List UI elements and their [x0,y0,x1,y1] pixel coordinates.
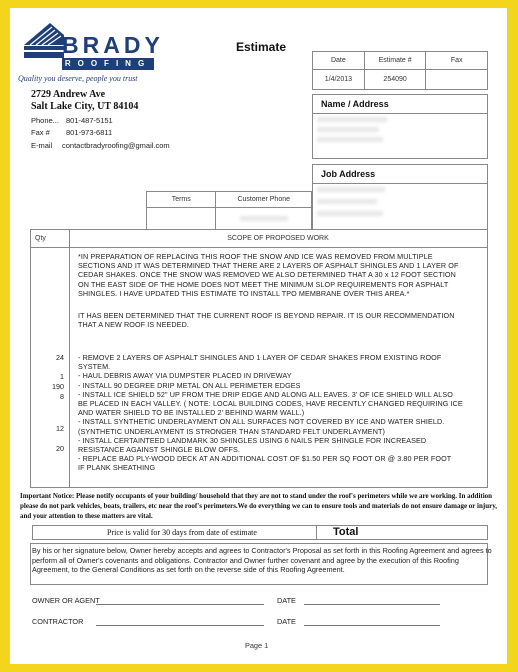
phone-value: 801-487-5151 [66,116,113,125]
redacted-text [317,187,385,192]
redacted-text [317,211,383,216]
qty-cell: 8 [60,392,64,401]
agreement-text: By his or her signature below, Owner hereby accepts and agrees to Contractor's Proposal as set forth in this Roofing Agreement and agrees to perform all of Owner's covenants and obligations. Contractor and Owner further covenant and agree by the execution of this Roofing Agreement, to the General Conditions as set forth on the reverse side of this Roofing Agreement. [32,546,492,575]
qty-cell: 20 [56,444,64,453]
contractor-date-label: DATE [277,617,296,626]
brand-name: BRADY [62,32,164,58]
email-label: E-mail [31,141,53,150]
qty-cell: 1 [60,372,64,381]
name-address-label: Name / Address [321,99,389,109]
owner-label: OWNER OR AGENT [32,596,100,605]
list-item: - REMOVE 2 LAYERS OF ASPHALT SHINGLES AND 1 LAYER OF CEDAR SHAKES FROM EXISTING ROOF [78,353,442,362]
list-item: - HAUL DEBRIS AWAY VIA DUMPSTER PLACED IN DRIVEWAY [78,371,292,381]
list-item: - INSTALL CERTAINTEED LANDMARK 30 SHINGLES USING 6 NAILS PER SHINGLE FOR INCREASED [78,435,427,445]
date-header: Date [313,52,365,70]
tagline: Quality you deserve, people you trust [18,74,138,83]
total-row [32,525,488,540]
job-address-box [312,164,488,230]
email-value: contactbradyroofing@gmail.com [62,141,170,150]
list-item: - INSTALL ICE SHIELD 52" UP FROM THE DRIP EDGE AND ALONG ALL EAVES. 3' OF ICE SHIELD WILL ALSO [78,389,453,399]
document-title: Estimate [236,40,287,54]
scope-header: SCOPE OF PROPOSED WORK [227,235,329,242]
estimate-number-header: Estimate # [364,52,426,70]
customer-phone-value [216,208,312,230]
name-address-box [312,94,488,159]
total-label: Total [333,526,359,538]
estimate-number-value: 254090 [364,70,426,90]
customer-phone-header: Customer Phone [216,192,312,208]
job-address-label: Job Address [321,169,376,179]
redacted-text [317,117,387,122]
line-items: - REMOVE 2 LAYERS OF ASPHALT SHINGLES AND 1 LAYER OF CEDAR SHAKES FROM EXISTING ROOF SYSTEM. - HAUL DEBRIS AWAY VIA DUMPSTER PLACED IN DRIVEWAY - INSTALL 90 DEGREE DRIP METAL ON ALL PERIMETER EDGES - INSTALL ICE SHIELD 52" UP FROM THE DRIP EDGE AND ALONG ALL EAVES. 3' OF ICE SHIELD WILL ALSO BE PLACED IN EACH VALLEY. ( NOTE: LOCAL BUILDING CODES, HAVE RECENTLY CHANGED REQUIRING ICE AND WATER SHIELD TO BE INSTALLED 2' BEHIND WARM WALL.) - INSTALL SYNTHETIC UNDERLAYMENT ON ALL SURFACES NOT COVERED BY ICE AND WATER SHIELD. (SYNTHETIC UNDERLAYMENT IS STRONGER THAN STANDARD FELT UNDERLAYMENT) - INSTALL CERTAINTEED LANDMARK 30 SHINGLES USING 6 NAILS PER SHINGLE FOR INCREASED RESISTANCE AGAINST SHINGLE BLOW OFFS. - REPLACE BAD PLY-WOOD DECK AT AN ADDITIONAL COST OF $1.50 PER SQ FOOT OR @ 3.80 PER FOOT IF PLANK SHEATHING [78,353,463,473]
brand-sub: ROOFING [62,58,154,70]
scope-recommendation: IT HAS BEEN DETERMINED THAT THE CURRENT ROOF IS BEYOND REPAIR. IT IS OUR RECOMMENDATION THAT A NEW ROOF IS NEEDED. [78,311,455,330]
fax-header: Fax [426,52,488,70]
qty-cell: 24 [56,353,64,362]
qty-cell: 190 [52,382,64,391]
fax-value-cell [426,70,488,90]
page-number: Page 1 [245,641,269,650]
owner-date-label: DATE [277,596,296,605]
terms-header: Terms [147,192,216,208]
list-item: - INSTALL 90 DEGREE DRIP METAL ON ALL PERIMETER EDGES [78,380,301,390]
redacted-text [317,137,383,142]
contractor-signature-line[interactable] [96,625,264,626]
address-line-1: 2729 Andrew Ave [31,89,106,100]
estimate-meta-table [312,51,488,90]
date-value: 1/4/2013 [313,70,365,90]
fax-value: 801-973-6811 [66,128,113,137]
validity-note: Price is valid for 30 days from date of estimate [107,528,257,537]
fax-label: Fax # [31,128,50,137]
redacted-text [317,127,379,132]
owner-date-line[interactable] [304,604,440,605]
phone-label: Phone... [31,116,59,125]
contractor-label: CONTRACTOR [32,617,84,626]
important-notice: Important Notice: Please notify occupants of your building/ household that they are not to stand under the roof's perimeters while we are working. In addition please do not park vehicles, boats, trailers, etc near the roof's perimeters.We do everything we can to ensure tools and materials do not ensure damage or injury, and your attention to these matters are vital. [20,492,498,520]
redacted-text [240,216,288,221]
contractor-date-line[interactable] [304,625,440,626]
roof-logo-icon [24,19,64,65]
qty-cell: 12 [56,424,64,433]
list-item: - REPLACE BAD PLY-WOOD DECK AT AN ADDITIONAL COST OF $1.50 PER SQ FOOT OR @ 3.80 PER FOOT [78,454,452,464]
qty-header: Qty [35,235,46,242]
address-line-2: Salt Lake City, UT 84104 [31,101,139,112]
terms-value [147,208,216,230]
terms-table [146,191,312,230]
list-item: - INSTALL SYNTHETIC UNDERLAYMENT ON ALL SURFACES NOT COVERED BY ICE AND WATER SHIELD. [78,417,445,427]
redacted-text [317,199,377,204]
owner-signature-line[interactable] [96,604,264,605]
scope-intro: *IN PREPARATION OF REPLACING THIS ROOF THE SNOW AND ICE WAS REMOVED FROM MULTIPLE SECTIONS AND IT WAS DETERMINED THAT THERE ARE 2 LAYERS OF ASPHALT SHINGLES AND 1 LAYER OF CEDAR SHAKES. ONCE THE SNOW WAS REMOVED WE ALSO DETERMINED THAT A 30 x 12 FOOT SECTION ON THE EAST SIDE OF THE HOME DOES NOT MEET THE MINIMUM SLOP REQUIREMENTS FOR ASPHALT SHINGLES. I HAVE UPDATED THIS ESTIMATE TO INSTALL TPO MEMBRANE OVER THIS AREA.* [78,252,459,298]
